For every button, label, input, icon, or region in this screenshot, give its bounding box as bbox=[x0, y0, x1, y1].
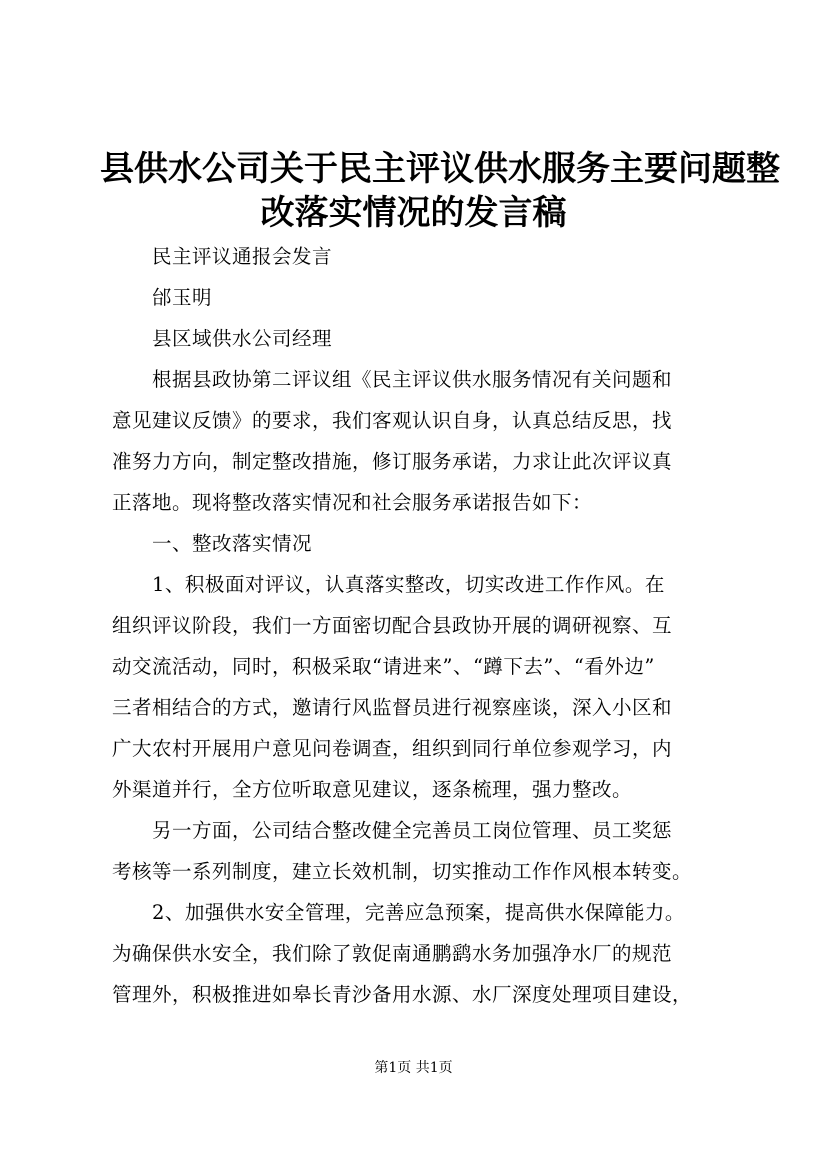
text-line: 2、加强供水安全管理，完善应急预案，提高供水保障能力。 bbox=[152, 901, 685, 924]
text-line: 组织评议阶段，我们一方面密切配合县政协开展的调研视察、互 bbox=[112, 614, 673, 637]
text-line: 根据县政协第二评议组《民主评议供水服务情况有关问题和 bbox=[152, 368, 673, 391]
document-title-line-2: 改落实情况的发言稿 bbox=[260, 193, 567, 233]
text-line: 正落地。现将整改落实情况和社会服务承诺报告如下： bbox=[112, 491, 593, 514]
text-line: 三者相结合的方式，邀请行风监督员进行视察座谈，深入小区和 bbox=[112, 696, 673, 719]
text-line-speech-occasion: 民主评议通报会发言 bbox=[152, 245, 333, 268]
text-line-speaker-title: 县区域供水公司经理 bbox=[152, 327, 333, 350]
text-line: 管理外，积极推进如皋长青沙备用水源、水厂深度处理项目建设， bbox=[112, 983, 693, 1006]
text-line: 考核等一系列制度，建立长效机制，切实推动工作作风根本转变。 bbox=[112, 860, 693, 883]
text-line: 为确保供水安全，我们除了敦促南通鹏鹞水务加强净水厂的规范 bbox=[112, 942, 673, 965]
section-heading: 一、整改落实情况 bbox=[152, 532, 313, 555]
text-line: 动交流活动，同时，积极采取“请进来”、“蹲下去”、“看外边” bbox=[112, 655, 655, 678]
text-line: 准努力方向，制定整改措施，修订服务承诺，力求让此次评议真 bbox=[112, 450, 673, 473]
text-line: 意见建议反馈》的要求，我们客观认识自身，认真总结反思，找 bbox=[112, 409, 673, 432]
document-body bbox=[112, 236, 722, 1015]
text-line-speaker-name: 邰玉明 bbox=[152, 286, 213, 309]
text-line: 另一方面，公司结合整改健全完善员工岗位管理、员工奖惩 bbox=[152, 819, 673, 842]
text-line: 广大农村开展用户意见问卷调查，组织到同行单位参观学习，内 bbox=[112, 737, 673, 760]
document-title-line-1: 县供水公司关于民主评议供水服务主要问题整 bbox=[100, 149, 780, 189]
text-line: 外渠道并行，全方位听取意见建议，逐条梳理，强力整改。 bbox=[112, 778, 633, 801]
page-number-footer: 第1页 共1页 bbox=[374, 1060, 453, 1076]
text-line: 1、积极面对评议，认真落实整改，切实改进工作作风。在 bbox=[152, 573, 665, 596]
